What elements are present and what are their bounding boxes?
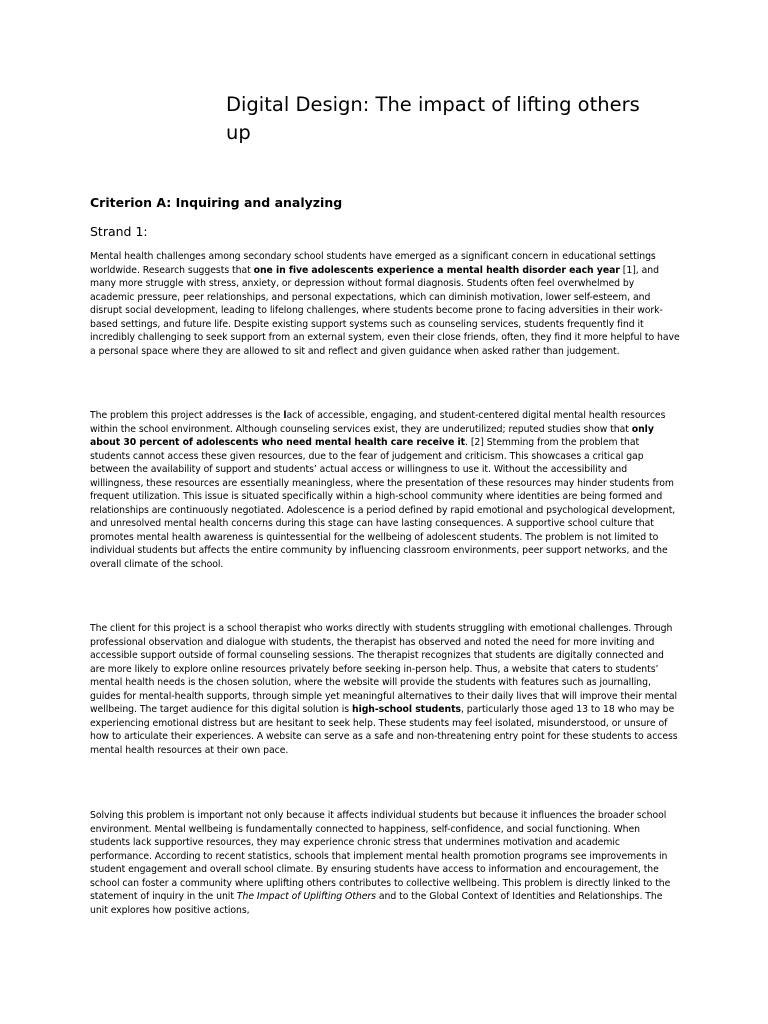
paragraph-text: , particularly those aged 13 to 18 who may be experiencing emotional distress but are hesitant to seek help. These students may feel isolated, misunderstood, or unsure of how to articulate their experiences. A website can serve as a safe and non-threatening entry point for these students to access mental health resources at their own pace.	[90, 704, 678, 756]
body-paragraph-4	[90, 809, 680, 917]
paragraph-text: [1], and many more struggle with stress, anxiety, or depression without formal diagnosis. Students often feel overwhelmed by academic pressure, peer relationships, and personal expectations, which can diminish motivation, lower self-esteem, and disrupt social development, leading to lifelong challenges, where students become prone to facing adversities in their work-based settings, and future life. Despite existing support systems such as counseling services, students frequently find it incredibly challenging to seek support from an external system, even their close friends, often, they find it more helpful to have a personal space where they are allowed to sit and reflect and given guidance when asked rather than judgement.	[90, 264, 680, 357]
document-title: Digital Design: The impact of lifting others up	[226, 93, 640, 144]
emphasized-text: high-school students	[352, 704, 461, 715]
strand-heading: Strand 1:	[90, 224, 148, 239]
emphasized-text: l	[283, 410, 287, 421]
body-paragraph-3	[90, 622, 680, 757]
body-paragraph-2	[90, 409, 680, 571]
emphasized-text: The Impact of Uplifting Others	[236, 891, 376, 902]
emphasized-text: only about 30 percent of adolescents who need mental health care receive it	[90, 423, 654, 448]
paragraph-text: Solving this problem is important not only because it affects individual students but because it influences the broader school environment. Mental wellbeing is fundamentally connected to happiness, self-confidence, and social functioning. When students lack supportive resources, they may experience chronic stress that undermines motivation and academic performance. According to recent statistics, schools that implement mental health promotion programs see improvements in student engagement and overall school climate. By ensuring students have access to information and encouragement, the school can foster a community where uplifting others contributes to collective wellbeing. This problem is directly linked to the statement of inquiry in the unit	[90, 810, 671, 902]
paragraph-text: . [2] Stemming from the problem that students cannot access these given resources, due to the fear of judgement and criticism. This showcases a critical gap between the availability of support and students’ actual access or willingness to use it. Without the accessibility and willingness, these resources are essentially meaningless, where the presentation of these resources may hinder students from frequent utilization. This issue is situated specifically within a high-school community where identities are being formed and relationships are continuously negotiated. Adolescence is a period defined by rapid emotional and psychological development, and unresolved mental health concerns during this stage can have lasting consequences. A supportive school culture that promotes mental health awareness is quintessential for the wellbeing of adolescent students. The problem is not limited to individual students but affects the entire community by influencing classroom environments, peer support networks, and the overall climate of the school.	[90, 437, 676, 570]
emphasized-text: one in five adolescents experience a mental health disorder each year	[253, 264, 620, 276]
body-paragraph-1	[90, 250, 680, 358]
paragraph-text: ack of accessible, engaging, and student-centered digital mental health resources within the school environment. Although counseling services exist, they are underutilized; reputed studies show that	[90, 410, 666, 435]
paragraph-text: and to the Global Context of Identities and Relationships. The unit explores how positive actions,	[90, 891, 663, 916]
criterion-heading: Criterion A: Inquiring and analyzing	[90, 195, 343, 210]
paragraph-text: The problem this project addresses is the	[90, 410, 284, 421]
paragraph-text: The client for this project is a school therapist who works directly with students struggling with emotional challenges. Through professional observation and dialogue with students, the therapist has observed and noted the need for more inviting and accessible support outside of formal counseling sessions. The therapist recognizes that students are digitally connected and are more likely to explore online resources privately before seeking in-person help. Thus, a website that caters to students’ mental health needs is the chosen solution, where the website will provide the students with features such as journalling, guides for mental-health supports, through simple yet meaningful alternatives to their daily lives that will improve their mental wellbeing. The target audience for this digital solution is	[90, 623, 678, 715]
paragraph-text: Mental health challenges among secondary school students have emerged as a significant concern in educational settings worldwide. Research suggests that	[90, 251, 656, 276]
